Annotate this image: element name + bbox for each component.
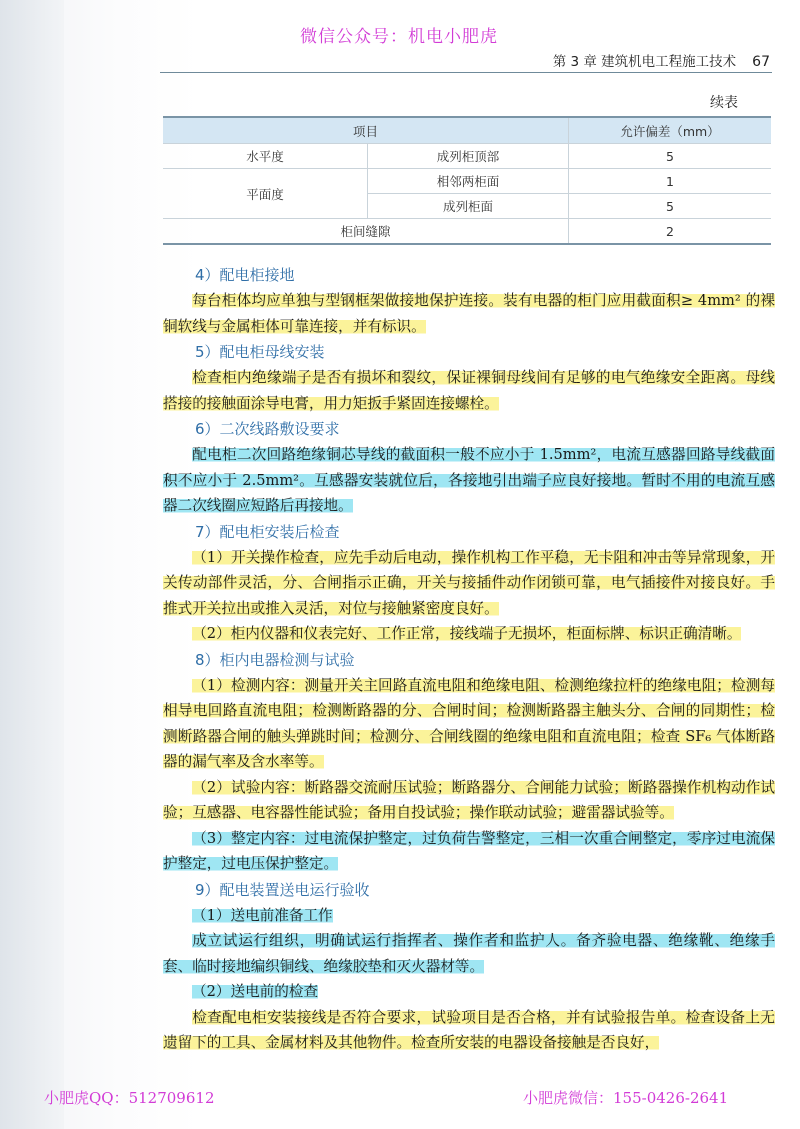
- paragraph: [163, 1005, 775, 1056]
- table-cell: 1: [569, 169, 772, 194]
- watermark-top: 微信公众号：机电小肥虎: [300, 27, 498, 47]
- paragraph: [163, 928, 775, 979]
- page-spine-shadow: [0, 0, 64, 1129]
- paragraph: [163, 621, 775, 647]
- highlighted-text: （2）试验内容：断路器交流耐压试验；断路器分、合闸能力试验；断路器操作机构动作试验；互感器、电容器性能试验；备用自投试验；操作联动试验；避雷器试验等。: [163, 778, 775, 821]
- highlighted-text: 每台柜体均应单独与型钢框架做接地保护连接。装有电器的柜门应用截面积≥ 4mm² 的裸铜软线与金属柜体可靠连接，并有标识。: [163, 292, 775, 335]
- header-rule: [160, 72, 772, 73]
- table-cell: 5: [569, 194, 772, 219]
- section-heading: 8）柜内电器检测与试验: [195, 650, 355, 669]
- table-row: [163, 144, 771, 169]
- paragraph: [163, 365, 775, 416]
- table-header-item: 项目: [163, 117, 569, 144]
- table-cell: 5: [569, 144, 772, 169]
- highlighted-text: （1）检测内容：测量开关主回路直流电阻和绝缘电阻、检测绝缘拉杆的绝缘电阻；检测每相导电回路直流电阻；检测断路器的分、合闸时间；检测断路器主触头分、合闸的同期性；检测断路器合闸的触头弹跳时间；检测分、合闸线圈的绝缘电阻和直流电阻；检查 SF₆ 气体断路器的漏气率及含水率等。: [163, 676, 775, 770]
- paragraph: [163, 775, 775, 826]
- section-heading: 4）配电柜接地: [195, 266, 295, 284]
- section-heading: 9）配电装置送电运行验收: [195, 880, 370, 899]
- table-cell: 水平度: [163, 144, 368, 169]
- running-head: [470, 50, 770, 70]
- table-header-row: [163, 117, 771, 144]
- highlighted-text: （1）开关操作检查，应先手动后电动，操作机构工作平稳，无卡阻和冲击等异常现象，开关传动部件灵活，分、合闸指示正确，开关与接插件动作闭锁可靠，电气插接件对接良好。手推式开关拉出或推入灵活，对位与接触紧密度良好。: [163, 548, 775, 617]
- highlighted-text: （2）柜内仪器和仪表完好、工作正常，接线端子无损坏，柜面标牌、标识正确清晰。: [192, 625, 742, 642]
- deviation-table: [163, 116, 771, 245]
- watermark-qq: 小肥虎QQ：512709612: [44, 1089, 215, 1107]
- highlighted-text: （2）送电前的检查: [192, 983, 319, 1000]
- table-header-tolerance: 允许偏差（mm）: [569, 117, 772, 144]
- watermark-wechat: 小肥虎微信：155-0426-2641: [523, 1089, 729, 1107]
- table-cell: 2: [569, 219, 772, 245]
- table-row: [163, 169, 771, 194]
- table-row: [163, 219, 771, 245]
- highlighted-text: （3）整定内容：过电流保护整定，过负荷告警整定，三相一次重合闸整定，零序过电流保护整定，过电压保护整定。: [163, 829, 775, 872]
- section-heading: 6）二次线路敷设要求: [195, 420, 340, 438]
- highlighted-text: 配电柜二次回路绝缘铜芯导线的截面积一般不应小于 1.5mm²，电流互感器回路导线截面积不应小于 2.5mm²。互感器安装就位后，各接地引出端子应良好接地。暂时不用的电流互感器二次线圈应短路后再接地。: [163, 446, 775, 514]
- table-cell: 成列柜顶部: [368, 144, 569, 169]
- paragraph: [163, 442, 775, 519]
- highlighted-text: 成立试运行组织，明确试运行指挥者、操作者和监护人。备齐验电器、绝缘靴、绝缘手套、临时接地编织铜线、绝缘胶垫和灭火器材等。: [163, 932, 775, 975]
- paragraph: [163, 545, 775, 622]
- section-heading: 7）配电柜安装后检查: [195, 522, 340, 541]
- section-heading: 5）配电柜母线安装: [195, 343, 325, 361]
- paragraph: [163, 826, 775, 877]
- table-cell: 成列柜面: [368, 194, 569, 219]
- table-cell: 平面度: [163, 169, 368, 219]
- table-continued-label: 续表: [710, 95, 738, 111]
- table-cell: 柜间缝隙: [163, 219, 569, 245]
- highlighted-text: 检查柜内绝缘端子是否有损坏和裂纹，保证裸铜母线间有足够的电气绝缘安全距离。母线搭接的接触面涂导电膏，用力矩扳手紧固连接螺栓。: [163, 369, 775, 412]
- paragraph: [163, 673, 775, 775]
- highlighted-text: （1）送电前准备工作: [192, 906, 333, 924]
- highlighted-text: 检查配电柜安装接线是否符合要求，试验项目是否合格，并有试验报告单。检查设备上无遗留下的工具、金属材料及其他物件。检查所安装的电器设备接触是否良好，: [163, 1008, 775, 1051]
- body-text: [163, 262, 775, 1056]
- page-number: 67: [752, 54, 770, 70]
- paragraph: [163, 288, 775, 339]
- chapter-title: 第 3 章 建筑机电工程施工技术: [552, 54, 737, 70]
- sub-heading: [163, 979, 775, 1005]
- sub-heading: [163, 903, 775, 929]
- table-cell: 相邻两柜面: [368, 169, 569, 194]
